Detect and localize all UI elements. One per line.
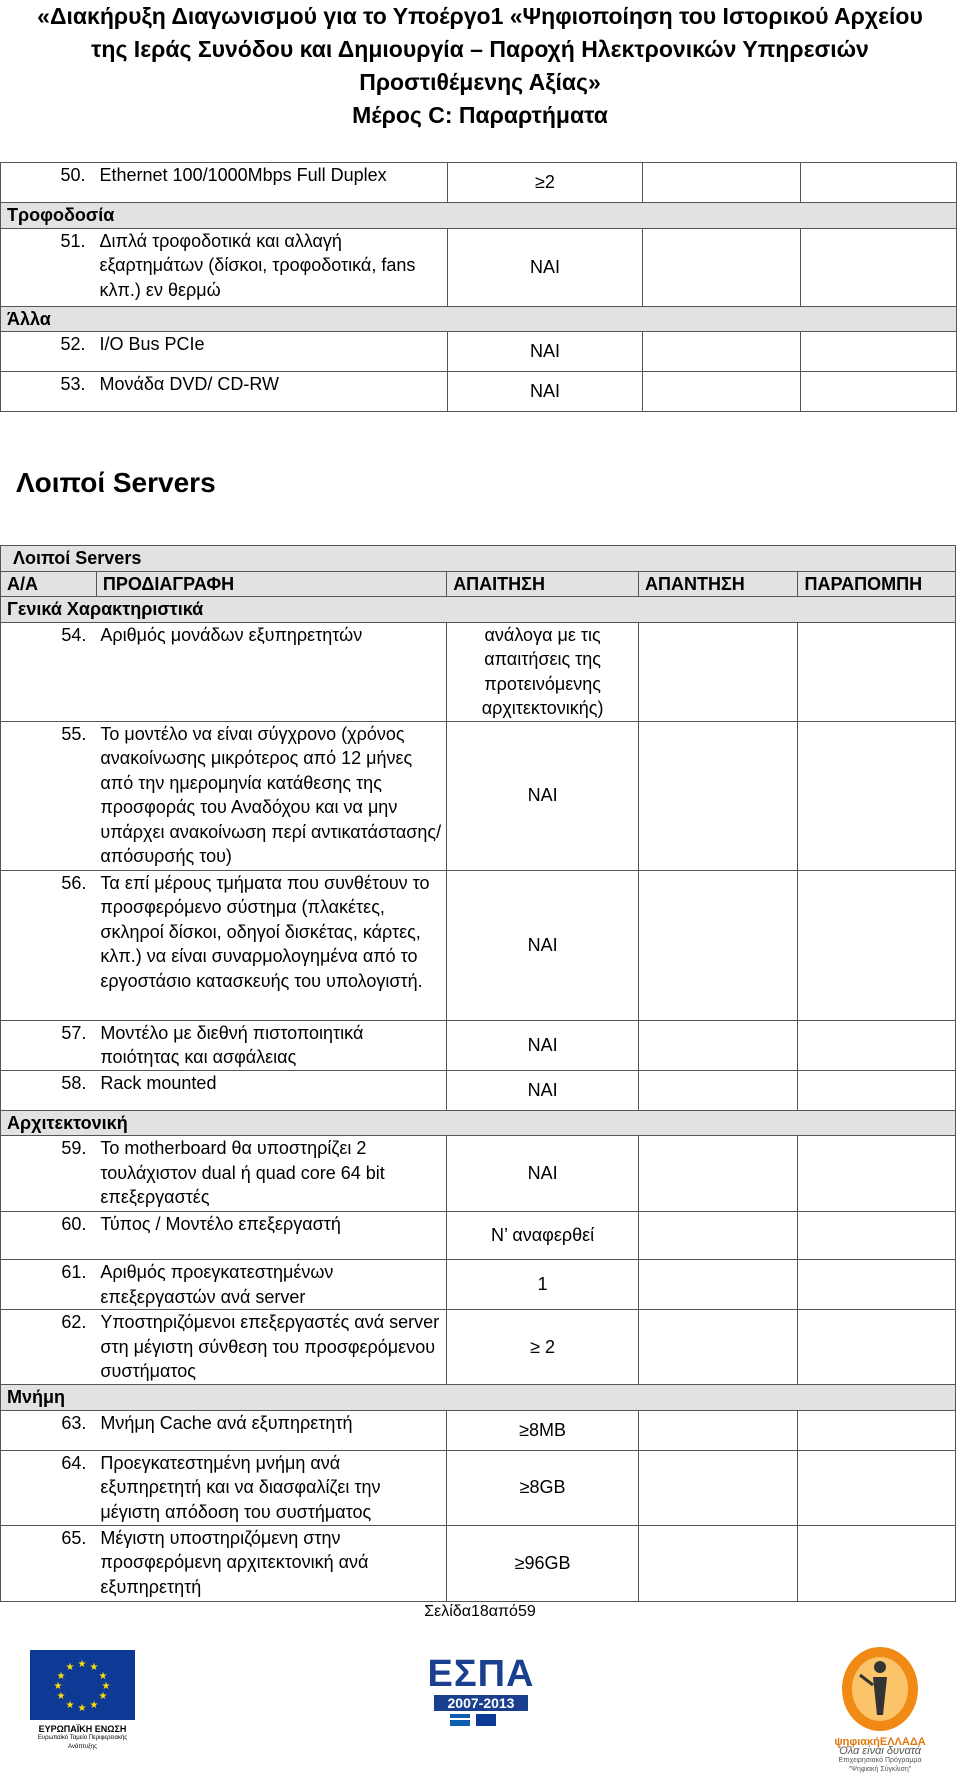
requirement-value: ΝΑΙ: [448, 372, 643, 412]
reference-cell[interactable]: [798, 1450, 956, 1525]
digital-greece-icon: [825, 1645, 935, 1733]
response-cell[interactable]: [638, 870, 798, 1020]
reference-cell[interactable]: [798, 1310, 956, 1385]
reference-cell[interactable]: [798, 1410, 956, 1450]
table-row: [1, 1410, 956, 1450]
spec-text: Μνήμη Cache ανά εξυπηρετητή: [96, 1410, 446, 1450]
response-cell[interactable]: [638, 1525, 798, 1601]
espa-flags-icon: [420, 1711, 542, 1727]
row-number: 60.: [1, 1212, 97, 1260]
svg-text:★: ★: [89, 1662, 99, 1673]
requirement-value: ≥8MB: [447, 1410, 639, 1450]
requirement-value: ανάλογα με τις απαιτήσεις της προτεινόμενης αρχιτεκτονικής): [447, 622, 639, 721]
svg-text:★: ★: [77, 1703, 87, 1714]
espa-logo: [420, 1655, 542, 1732]
requirement-value: ΝΑΙ: [447, 1136, 639, 1212]
svg-text:★: ★: [56, 1691, 66, 1702]
table-row: [1, 372, 957, 412]
response-cell[interactable]: [638, 1260, 798, 1310]
category-label: Άλλα: [1, 306, 957, 332]
category-row: [1, 306, 957, 332]
category-row: [1, 1110, 956, 1136]
table-caption: Λοιποί Servers: [1, 546, 956, 572]
row-number: 57.: [1, 1020, 97, 1070]
spec-text: I/O Bus PCIe: [96, 332, 448, 372]
response-cell[interactable]: [638, 1450, 798, 1525]
category-label: Γενικά Χαρακτηριστικά: [1, 597, 956, 623]
document-header: [0, 0, 960, 132]
eu-flag-icon: [30, 1650, 135, 1720]
table-row: [1, 163, 957, 203]
response-cell[interactable]: [638, 1136, 798, 1212]
requirement-value: ΝΑΙ: [448, 228, 643, 306]
spec-text: Αριθμός μονάδων εξυπηρετητών: [96, 622, 446, 721]
spec-table-other-servers: [0, 545, 956, 1602]
reference-cell[interactable]: [801, 332, 957, 372]
spec-text: Rack mounted: [96, 1070, 446, 1110]
spec-text: Υποστηριζόμενοι επεξεργαστές ανά server στη μέγιστη σύνθεση του προσφερόμενου συστήματος: [96, 1310, 446, 1385]
reference-cell[interactable]: [798, 1260, 956, 1310]
response-cell[interactable]: [638, 1020, 798, 1070]
digital-greece-brand: ψηφιακήΕΛΛΑΔΑ: [834, 1736, 926, 1748]
table-row: [1, 1260, 956, 1310]
spec-text: Τα επί μέρους τμήματα που συνθέτουν το προσφερόμενο σύστημα (πλακέτες, σκληροί δίσκοι, οδηγοί δισκέτας, κάρτες, κλπ.) να είναι συναρμολογημένα από το εργοστάσιο κατασκευής του υπολογιστή.: [96, 870, 446, 1020]
espa-wordmark: ΕΣΠΑ: [427, 1653, 535, 1695]
eu-subcaption: Ευρωπαϊκό Ταμείο Περιφερειακής Ανάπτυξης: [37, 1735, 128, 1750]
svg-text:★: ★: [65, 1700, 75, 1711]
spec-text: Αριθμός προεγκατεστημένων επεξεργαστών ανά server: [96, 1260, 446, 1310]
page-number: Σελίδα18από59: [424, 1603, 536, 1620]
category-label: Τροφοδοσία: [1, 203, 957, 229]
row-number: 51.: [1, 228, 96, 306]
spec-text: Μέγιστη υποστηριζόμενη στην προσφερόμενη αρχιτεκτονική ανά εξυπηρετητή: [96, 1525, 446, 1601]
svg-text:★: ★: [98, 1691, 108, 1702]
table-row: [1, 1212, 956, 1260]
row-number: 59.: [1, 1136, 97, 1212]
header-line-3: Προστιθέμενης Αξίας»: [359, 69, 601, 95]
row-number: 52.: [1, 332, 96, 372]
svg-text:★: ★: [89, 1700, 99, 1711]
eu-caption: ΕΥΡΩΠΑΪΚΗ ΕΝΩΣΗ: [38, 1724, 127, 1734]
table-row: [1, 1136, 956, 1212]
column-header-requirement: ΑΠΑΙΤΗΣΗ: [447, 571, 639, 597]
table-row: [1, 1310, 956, 1385]
svg-text:★: ★: [101, 1681, 111, 1692]
row-number: 58.: [1, 1070, 97, 1110]
reference-cell[interactable]: [801, 372, 957, 412]
response-cell[interactable]: [643, 228, 801, 306]
svg-text:★: ★: [98, 1671, 108, 1682]
reference-cell[interactable]: [798, 622, 956, 721]
row-number: 61.: [1, 1260, 97, 1310]
column-header-aa: Α/Α: [1, 571, 97, 597]
row-number: 53.: [1, 372, 96, 412]
category-row: [1, 203, 957, 229]
requirement-value: ΝΑΙ: [447, 721, 639, 870]
digital-greece-subtitle: Επιχειρησιακό Πρόγραμμα "Ψηφιακή Σύγκλιση": [838, 1757, 922, 1773]
reference-cell[interactable]: [798, 870, 956, 1020]
reference-cell[interactable]: [798, 721, 956, 870]
header-line-2: της Ιεράς Συνόδου και Δημιουργία – Παροχή Ηλεκτρονικών Υπηρεσιών: [91, 36, 869, 62]
espa-years: 2007-2013: [434, 1695, 528, 1711]
row-number: 65.: [1, 1525, 97, 1601]
column-header-spec: ΠΡΟΔΙΑΓΡΑΦΗ: [96, 571, 446, 597]
requirement-value: ≥2: [448, 163, 643, 203]
section-title: Λοιποί Servers: [16, 467, 216, 498]
spec-text: Τύπος / Μοντέλο επεξεργαστή: [96, 1212, 446, 1260]
requirement-value: ≥8GB: [447, 1450, 639, 1525]
svg-text:★: ★: [53, 1681, 63, 1692]
response-cell[interactable]: [638, 1410, 798, 1450]
requirement-value: ΝΑΙ: [447, 1070, 639, 1110]
digital-greece-slogan: Όλα είναι δυνατά: [838, 1745, 922, 1757]
table-row: [1, 1525, 956, 1601]
spec-text: Ethernet 100/1000Mbps Full Duplex: [96, 163, 448, 203]
spec-text: Προεγκατεστημένη μνήμη ανά εξυπηρετητή και να διασφαλίζει την μέγιστη απόδοση του συστήματος: [96, 1450, 446, 1525]
reference-cell[interactable]: [798, 1070, 956, 1110]
category-row: [1, 597, 956, 623]
response-cell[interactable]: [638, 1212, 798, 1260]
table-row: [1, 1450, 956, 1525]
row-number: 56.: [1, 870, 97, 1020]
column-header-response: ΑΠΑΝΤΗΣΗ: [638, 571, 798, 597]
table-row: [1, 228, 957, 306]
svg-text:★: ★: [56, 1671, 66, 1682]
header-line-4: Μέρος C: Παραρτήματα: [352, 102, 608, 128]
response-cell[interactable]: [643, 332, 801, 372]
category-label: Αρχιτεκτονική: [1, 1110, 956, 1136]
column-header-reference: ΠΑΡΑΠΟΜΠΗ: [798, 571, 956, 597]
response-cell[interactable]: [638, 721, 798, 870]
spec-table-continuation: [0, 162, 957, 412]
svg-text:★: ★: [65, 1662, 75, 1673]
reference-cell[interactable]: [801, 228, 957, 306]
response-cell[interactable]: [638, 1070, 798, 1110]
requirement-value: ≥ 2: [447, 1310, 639, 1385]
response-cell[interactable]: [638, 1310, 798, 1385]
svg-text:★: ★: [77, 1659, 87, 1670]
table-row: [1, 332, 957, 372]
table-row: [1, 870, 956, 1020]
requirement-value: ≥96GB: [447, 1525, 639, 1601]
row-number: 62.: [1, 1310, 97, 1385]
reference-cell[interactable]: [798, 1212, 956, 1260]
eu-logo: [30, 1650, 135, 1752]
spec-text: Το μοντέλο να είναι σύγχρονο (χρόνος ανακοίνωσης μικρότερος από 12 μήνες από την ημερομηνία κατάθεσης της προσφοράς του Αναδόχου και να μην υπάρχει ανακοίνωση περί αντικατάστασης/ απόσυρσής του): [96, 721, 446, 870]
spec-text: Διπλά τροφοδοτικά και αλλαγή εξαρτημάτων (δίσκοι, τροφοδοτικά, fans κλπ.) εν θερμώ: [96, 228, 448, 306]
requirement-value: ΝΑΙ: [447, 1020, 639, 1070]
spec-text: Το motherboard θα υποστηρίζει 2 τουλάχιστον dual ή quad core 64 bit επεξεργαστές: [96, 1136, 446, 1212]
table-row: [1, 721, 956, 870]
row-number: 50.: [1, 163, 96, 203]
row-number: 64.: [1, 1450, 97, 1525]
requirement-value: ΝΑΙ: [447, 870, 639, 1020]
reference-cell[interactable]: [801, 163, 957, 203]
table-row: [1, 1020, 956, 1070]
reference-cell[interactable]: [798, 1020, 956, 1070]
requirement-value: Ν’ αναφερθεί: [447, 1212, 639, 1260]
reference-cell[interactable]: [798, 1525, 956, 1601]
table-caption-row: [1, 546, 956, 572]
reference-cell[interactable]: [798, 1136, 956, 1212]
spec-text: Μοντέλο με διεθνή πιστοποιητικά ποιότητας και ασφάλειας: [96, 1020, 446, 1070]
table-row: [1, 1070, 956, 1110]
response-cell[interactable]: [643, 372, 801, 412]
column-header-row: [1, 571, 956, 597]
digital-greece-logo: [825, 1645, 935, 1774]
row-number: 55.: [1, 721, 97, 870]
row-number: 54.: [1, 622, 97, 721]
row-number: 63.: [1, 1410, 97, 1450]
table-row: [1, 622, 956, 721]
category-label: Μνήμη: [1, 1385, 956, 1411]
spec-text: Μονάδα DVD/ CD-RW: [96, 372, 448, 412]
response-cell[interactable]: [638, 622, 798, 721]
requirement-value: ΝΑΙ: [448, 332, 643, 372]
response-cell[interactable]: [643, 163, 801, 203]
requirement-value: 1: [447, 1260, 639, 1310]
category-row: [1, 1385, 956, 1411]
header-line-1: «Διακήρυξη Διαγωνισμού για το Υποέργο1 «Ψηφιοποίηση του Ιστορικού Αρχείου: [37, 3, 923, 29]
